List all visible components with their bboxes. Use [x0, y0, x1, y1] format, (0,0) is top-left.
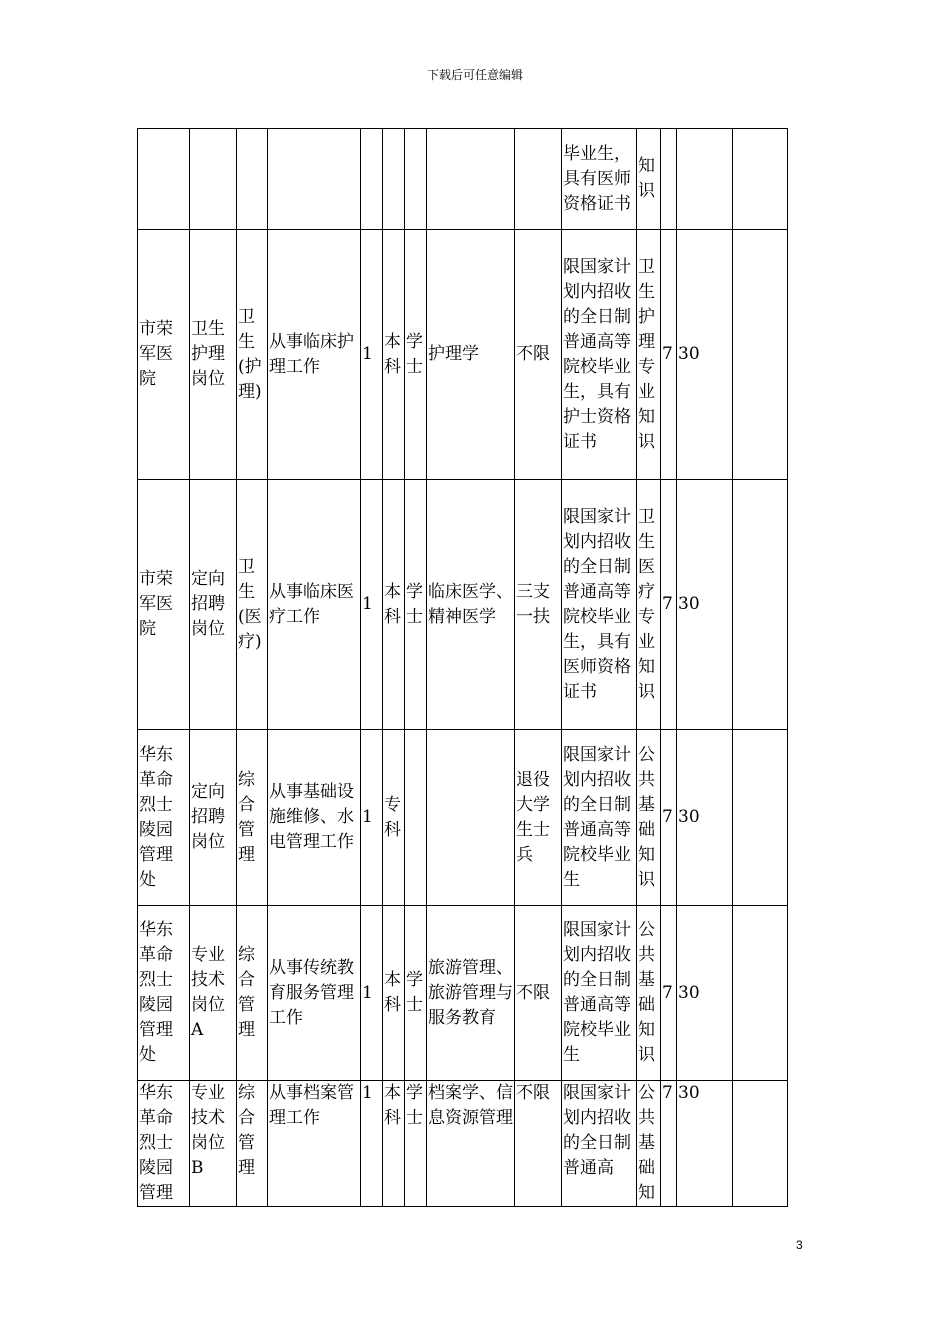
category-cell: 综合管理: [237, 906, 268, 1081]
other-cell: 退役大学生士兵: [515, 730, 562, 906]
edu-cell: 本科: [383, 230, 405, 480]
count-cell: 1: [361, 1081, 383, 1207]
page-header: 下载后可任意编辑: [426, 68, 523, 82]
score-cell: [677, 129, 733, 230]
degree-cell: [405, 129, 427, 230]
count-cell: 1: [361, 906, 383, 1081]
count-cell: 1: [361, 230, 383, 480]
degree-cell: 学士: [405, 906, 427, 1081]
degree-cell: 学士: [405, 230, 427, 480]
count-cell: 1: [361, 480, 383, 730]
exam-subject-cell: 公共基础知识: [637, 730, 661, 906]
edu-cell: 本科: [383, 480, 405, 730]
duty-cell: [268, 129, 361, 230]
exam-subject-cell: 公共基础知: [637, 1081, 661, 1207]
score-cell: 30: [677, 480, 733, 730]
other-cell: 不限: [515, 230, 562, 480]
exam-subject-cell: 卫生医疗专业知识: [637, 480, 661, 730]
score-cell: 30: [677, 230, 733, 480]
position-cell: 定向招聘岗位: [190, 730, 237, 906]
duty-cell: 从事基础设施维修、水电管理工作: [268, 730, 361, 906]
edu-cell: 专科: [383, 730, 405, 906]
major-cell: 旅游管理、旅游管理与服务教育: [427, 906, 515, 1081]
duty-cell: 从事临床医疗工作: [268, 480, 361, 730]
degree-cell: 学士: [405, 480, 427, 730]
remark-cell: [733, 730, 788, 906]
category-cell: 卫生(护理): [237, 230, 268, 480]
ratio-cell: 7: [661, 1081, 677, 1207]
requirement-cell: 限国家计划内招收的全日制普通高等院校毕业生: [562, 906, 637, 1081]
score-cell: 30: [677, 1081, 733, 1207]
ratio-cell: 7: [661, 480, 677, 730]
edu-cell: 本科: [383, 1081, 405, 1207]
ratio-cell: 7: [661, 906, 677, 1081]
unit-cell: 华东革命烈士陵园管理处: [138, 906, 190, 1081]
remark-cell: [733, 1081, 788, 1207]
major-cell: 临床医学、精神医学: [427, 480, 515, 730]
degree-cell: 学士: [405, 1081, 427, 1207]
unit-cell: 华东革命烈士陵园管理处: [138, 730, 190, 906]
major-cell: [427, 730, 515, 906]
score-cell: 30: [677, 906, 733, 1081]
edu-cell: 本科: [383, 906, 405, 1081]
position-cell: 卫生护理岗位: [190, 230, 237, 480]
requirement-cell: 毕业生，具有医师资格证书: [562, 129, 637, 230]
remark-cell: [733, 129, 788, 230]
exam-subject-cell: 公共基础知识: [637, 906, 661, 1081]
position-cell: 专业技术岗位B: [190, 1081, 237, 1207]
category-cell: [237, 129, 268, 230]
table-row: [138, 1081, 788, 1207]
table-row: [138, 129, 788, 230]
category-cell: 综合管理: [237, 730, 268, 906]
position-cell: [190, 129, 237, 230]
other-cell: 不限: [515, 906, 562, 1081]
requirement-cell: 限国家计划内招收的全日制普通高等院校毕业生: [562, 730, 637, 906]
page-number: 3: [796, 1238, 803, 1252]
remark-cell: [733, 480, 788, 730]
ratio-cell: [661, 129, 677, 230]
edu-cell: [383, 129, 405, 230]
major-cell: [427, 129, 515, 230]
other-cell: 不限: [515, 1081, 562, 1207]
requirement-cell: 限国家计划内招收的全日制普通高: [562, 1081, 637, 1207]
requirement-cell: 限国家计划内招收的全日制普通高等院校毕业生，具有医师资格证书: [562, 480, 637, 730]
table-row: [138, 906, 788, 1081]
position-cell: 定向招聘岗位: [190, 480, 237, 730]
category-cell: 卫生(医疗): [237, 480, 268, 730]
category-cell: 综合管理: [237, 1081, 268, 1207]
other-cell: 三支一扶: [515, 480, 562, 730]
duty-cell: 从事传统教育服务管理工作: [268, 906, 361, 1081]
table-row: [138, 230, 788, 480]
degree-cell: [405, 730, 427, 906]
major-cell: 档案学、信息资源管理: [427, 1081, 515, 1207]
duty-cell: 从事临床护理工作: [268, 230, 361, 480]
major-cell: 护理学: [427, 230, 515, 480]
table-row: [138, 480, 788, 730]
unit-cell: 华东革命烈士陵园管理: [138, 1081, 190, 1207]
requirement-cell: 限国家计划内招收的全日制普通高等院校毕业生，具有护士资格证书: [562, 230, 637, 480]
duty-cell: 从事档案管理工作: [268, 1081, 361, 1207]
other-cell: [515, 129, 562, 230]
unit-cell: 市荣军医院: [138, 480, 190, 730]
ratio-cell: 7: [661, 730, 677, 906]
remark-cell: [733, 906, 788, 1081]
remark-cell: [733, 230, 788, 480]
table-row: [138, 730, 788, 906]
exam-subject-cell: 知识: [637, 129, 661, 230]
ratio-cell: 7: [661, 230, 677, 480]
unit-cell: [138, 129, 190, 230]
unit-cell: 市荣军医院: [138, 230, 190, 480]
exam-subject-cell: 卫生护理专业知识: [637, 230, 661, 480]
recruitment-table: [137, 128, 788, 1207]
count-cell: 1: [361, 730, 383, 906]
count-cell: [361, 129, 383, 230]
score-cell: 30: [677, 730, 733, 906]
position-cell: 专业技术岗位A: [190, 906, 237, 1081]
